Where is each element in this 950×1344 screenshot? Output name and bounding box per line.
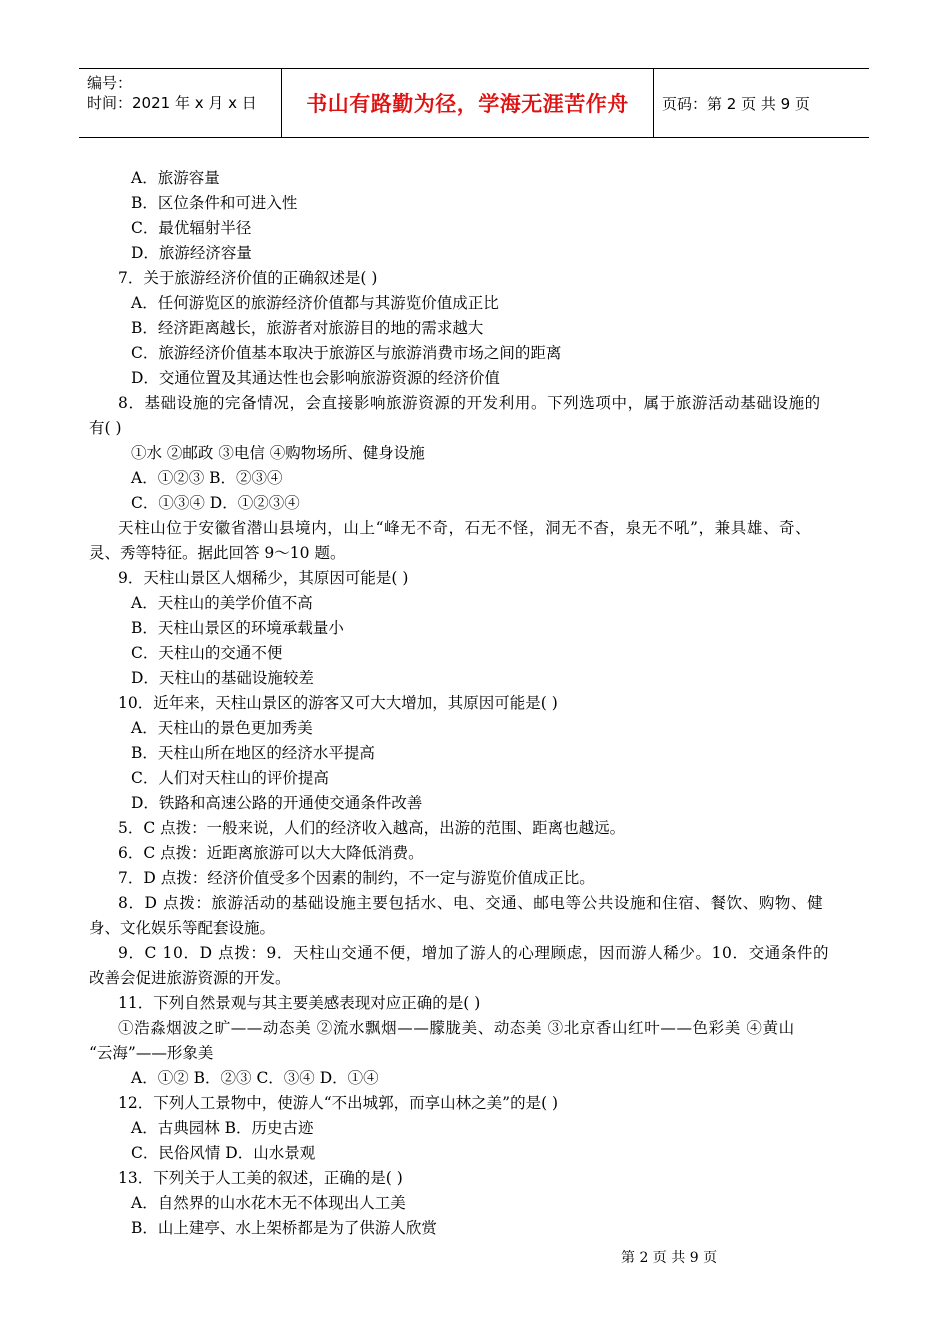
text-line: ①水 ②邮政 ③电信 ④购物场所、健身设施 bbox=[131, 444, 425, 462]
text-line: 11．下列自然景观与其主要美感表现对应正确的是( ) bbox=[118, 994, 481, 1012]
text-line: 8．基础设施的完备情况，会直接影响旅游资源的开发利用。下列选项中，属于旅游活动基础设施的 bbox=[118, 394, 821, 412]
text-line: A．天柱山的美学价值不高 bbox=[131, 594, 313, 612]
text-line: 6．C 点拨：近距离旅游可以大大降低消费。 bbox=[118, 844, 424, 862]
text-line: C．天柱山的交通不便 bbox=[131, 644, 283, 662]
text-line: 改善会促进旅游资源的开发。 bbox=[89, 969, 291, 987]
text-line: “云海”——形象美 bbox=[89, 1044, 214, 1062]
text-line: 10．近年来，天柱山景区的游客又可大大增加，其原因可能是( ) bbox=[118, 694, 558, 712]
text-line: B．天柱山景区的环境承载量小 bbox=[131, 619, 344, 637]
text-line: 7．关于旅游经济价值的正确叙述是( ) bbox=[118, 269, 378, 287]
time-label: 时间：2021 年 x 月 x 日 bbox=[87, 94, 257, 112]
text-line: 13．下列关于人工美的叙述，正确的是( ) bbox=[118, 1169, 403, 1187]
text-line: ①浩淼烟波之旷——动态美 ②流水飘烟——朦胧美、动态美 ③北京香山红叶——色彩美 ④黄山 bbox=[118, 1019, 795, 1037]
text-line: 身、文化娱乐等配套设施。 bbox=[89, 919, 276, 937]
text-line: 7．D 点拨：经济价值受多个因素的制约，不一定与游览价值成正比。 bbox=[118, 869, 595, 887]
text-line: A．①② B．②③ C．③④ D．①④ bbox=[131, 1069, 379, 1087]
text-line: 12．下列人工景物中，使游人“不出城郭，而享山林之美”的是( ) bbox=[118, 1094, 559, 1112]
text-line: 8．D 点拨：旅游活动的基础设施主要包括水、电、交通、邮电等公共设施和住宿、餐饮、购物、健 bbox=[118, 894, 824, 912]
text-line: D．交通位置及其通达性也会影响旅游资源的经济价值 bbox=[131, 369, 500, 387]
text-line: B．天柱山所在地区的经济水平提高 bbox=[131, 744, 375, 762]
text-line: A．旅游容量 bbox=[131, 169, 220, 187]
text-line: C．①③④ D．①②③④ bbox=[131, 494, 300, 512]
text-line: D．旅游经济容量 bbox=[131, 244, 252, 262]
text-line: 5．C 点拨：一般来说，人们的经济收入越高，出游的范围、距离也越远。 bbox=[118, 819, 626, 837]
text-line: 灵、秀等特征。据此回答 9～10 题。 bbox=[89, 544, 346, 562]
text-line: A．①②③ B．②③④ bbox=[131, 469, 283, 487]
header-page-cell bbox=[654, 69, 869, 137]
text-line: B．山上建亭、水上架桥都是为了供游人欣赏 bbox=[131, 1219, 437, 1237]
page-header bbox=[79, 68, 869, 138]
text-line: A．天柱山的景色更加秀美 bbox=[131, 719, 313, 737]
text-line: A．自然界的山水花木无不体现出人工美 bbox=[131, 1194, 406, 1212]
code-label: 编号： bbox=[87, 74, 133, 92]
text-line: A．古典园林 B．历史古迹 bbox=[131, 1119, 314, 1137]
text-line: C．旅游经济价值基本取决于旅游区与旅游消费市场之间的距离 bbox=[131, 344, 562, 362]
motto-text: 书山有路勤为径，学海无涯苦作舟 bbox=[306, 92, 629, 116]
page-footer: 第 2 页 共 9 页 bbox=[621, 1250, 718, 1266]
text-line: C．民俗风情 D．山水景观 bbox=[131, 1144, 316, 1162]
text-line: D．天柱山的基础设施较差 bbox=[131, 669, 314, 687]
text-line: A．任何游览区的旅游经济价值都与其游览价值成正比 bbox=[131, 294, 499, 312]
page-info: 页码：第 2 页 共 9 页 bbox=[662, 94, 810, 113]
text-line: 天柱山位于安徽省潜山县境内，山上“峰无不奇，石无不怪，洞无不杳，泉无不吼”，兼具雄、奇、 bbox=[118, 519, 812, 537]
text-line: D．铁路和高速公路的开通使交通条件改善 bbox=[131, 794, 423, 812]
header-meta-cell bbox=[79, 69, 282, 137]
text-line: C．人们对天柱山的评价提高 bbox=[131, 769, 329, 787]
text-line: 9．天柱山景区人烟稀少，其原因可能是( ) bbox=[118, 569, 409, 587]
header-motto-cell bbox=[282, 69, 654, 137]
text-line: B．区位条件和可进入性 bbox=[131, 194, 298, 212]
text-line: 有( ) bbox=[89, 419, 122, 437]
text-line: C．最优辐射半径 bbox=[131, 219, 252, 237]
text-line: 9．C 10．D 点拨：9．天柱山交通不便，增加了游人的心理顾虑，因而游人稀少。10．交通条件的 bbox=[118, 944, 830, 962]
text-line: B．经济距离越长，旅游者对旅游目的地的需求越大 bbox=[131, 319, 484, 337]
